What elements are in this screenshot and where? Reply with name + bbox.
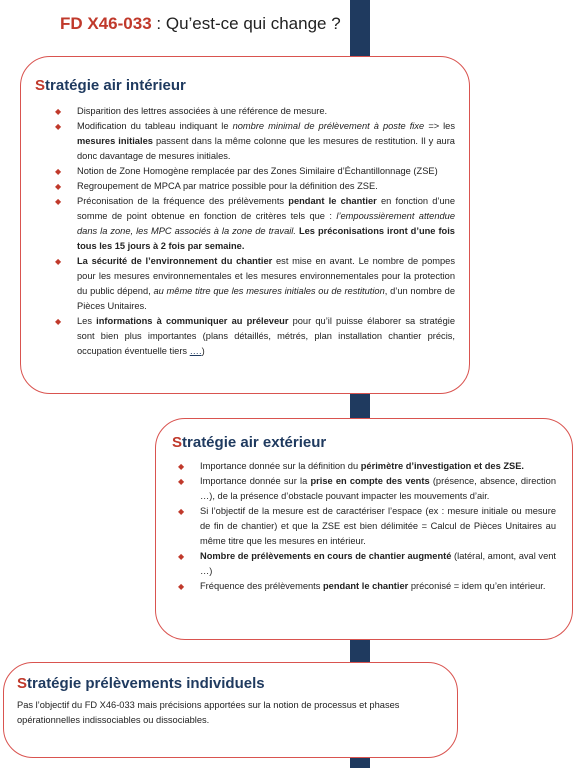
bullet-icon: ◆ — [55, 167, 62, 176]
text-run: Les — [77, 316, 97, 326]
bullet-icon: ◆ — [178, 462, 185, 471]
text-run: (latéral, amont, aval vent …) — [200, 551, 556, 576]
text-run: périmètre d’investigation et des ZSE. — [360, 461, 525, 471]
bullet-icon: ◆ — [55, 122, 62, 131]
text-run: , d’un nombre de Pièces Unitaires. — [77, 286, 455, 311]
text-run: Disparition des lettres associées à une référence de mesure. — [77, 106, 328, 116]
bullet-list — [35, 104, 455, 359]
section-paragraph: Pas l’objectif du FD X46-033 mais précisions apportées sur la notion de processus et phases opérationnelles indissociables ou dissociables. — [17, 700, 400, 725]
bullet-icon: ◆ — [178, 507, 185, 516]
text-run: Importance donnée sur la définition du — [200, 461, 361, 471]
bullet-list — [172, 459, 556, 594]
text-run: les — [439, 121, 455, 131]
text-run: passent dans la même colonne que les mesures de restitution. Il y aura donc davantage de mesures initiales. — [77, 136, 455, 161]
title-text: : Qu’est-ce qui change ? — [151, 14, 341, 33]
bullet-icon: ◆ — [178, 552, 185, 561]
text-run: mesures initiales — [77, 136, 153, 146]
bullet-item — [178, 579, 556, 594]
bullet-item — [55, 119, 455, 164]
bullet-item — [178, 549, 556, 579]
text-run: Modification du tableau indiquant le — [77, 121, 233, 131]
page-title — [60, 14, 341, 34]
text-run: Nombre de prélèvements en cours de chantier augmenté — [200, 551, 452, 561]
section-outdoor-air-strategy — [155, 418, 573, 640]
text-run: La sécurité de l’environnement du chantier — [77, 256, 273, 266]
text-run: Fréquence des prélèvements — [200, 581, 323, 591]
bullet-icon: ◆ — [178, 477, 185, 486]
text-run: Notion de Zone Homogène remplacée par des Zones Similaire d’Échantillonnage (ZSE) — [77, 166, 438, 176]
bullet-item — [178, 459, 556, 474]
text-run: nombre minimal de prélèvement à poste fixe => — [232, 121, 440, 131]
text-run: Les préconisations iront d’une fois tous les 15 jours à 2 fois par semaine. — [77, 226, 455, 251]
text-run: pendant le chantier — [288, 196, 377, 206]
text-run: prise en compte des vents — [310, 476, 430, 486]
bullet-icon: ◆ — [55, 107, 62, 116]
bullet-item — [55, 194, 455, 254]
text-run: préconisé = idem qu’en intérieur. — [408, 581, 546, 591]
section-heading: Stratégie prélèvements individuels — [17, 675, 265, 692]
text-run: Si l’objectif de la mesure est de caractériser l’espace (ex : mesure initiale ou mesure de fin de chantier) et que la ZSE est bien délimitée = Calcul de Pièces Unitaires au même titre que les mesures en intérieur. — [200, 506, 556, 546]
text-run: est mise en avant. Le nombre de pompes pour les mesures environnementales et les mesures environnementales pour la protection du public dépend, — [77, 256, 455, 296]
text-run: au même titre que les mesures initiales ou de restitution — [153, 286, 385, 296]
timeline-spine-top — [350, 0, 370, 58]
bullet-icon: ◆ — [55, 257, 62, 266]
text-run: en fonction d’une somme de point obtenue en fonction de critères tels que : — [77, 196, 455, 221]
text-run: …. — [189, 346, 202, 356]
bullet-icon: ◆ — [55, 197, 62, 206]
text-run: pendant le chantier — [323, 581, 409, 591]
title-code: FD X46-033 — [60, 14, 152, 33]
text-run: Préconisation de la fréquence des prélèvements — [77, 196, 289, 206]
bullet-item — [55, 179, 455, 194]
text-run: l’empoussièrement attendue dans la zone, les MPC associés à la zone de travail. — [77, 211, 455, 236]
bullet-item — [178, 504, 556, 549]
text-run: ) — [201, 346, 205, 356]
bullet-icon: ◆ — [55, 182, 62, 191]
text-run: Importance donnée sur la — [200, 476, 311, 486]
text-run: Regroupement de MPCA par matrice possible pour la définition des ZSE. — [77, 181, 378, 191]
bullet-item — [55, 254, 455, 314]
section-heading: Stratégie air extérieur — [172, 434, 327, 451]
bullet-icon: ◆ — [178, 582, 185, 591]
bullet-item — [178, 474, 557, 504]
bullet-item — [55, 314, 455, 359]
section-indoor-air-strategy — [20, 56, 470, 394]
text-run: pour qu’il puisse élaborer sa stratégie sont bien plus importantes (plans détaillés, métrés, plan installation chantier précis, occupation éventuelle tiers — [77, 316, 455, 356]
text-run: informations à communiquer au préleveur — [96, 316, 289, 326]
bullet-icon: ◆ — [55, 317, 62, 326]
section-heading: Stratégie air intérieur — [35, 77, 186, 94]
section-individual-sampling-strategy — [3, 662, 458, 758]
text-run: (présence, absence, direction …), de la présence d’obstacle pouvant impacter les mouvements d’air. — [200, 476, 557, 501]
bullet-item — [55, 104, 455, 119]
bullet-item — [55, 164, 455, 179]
